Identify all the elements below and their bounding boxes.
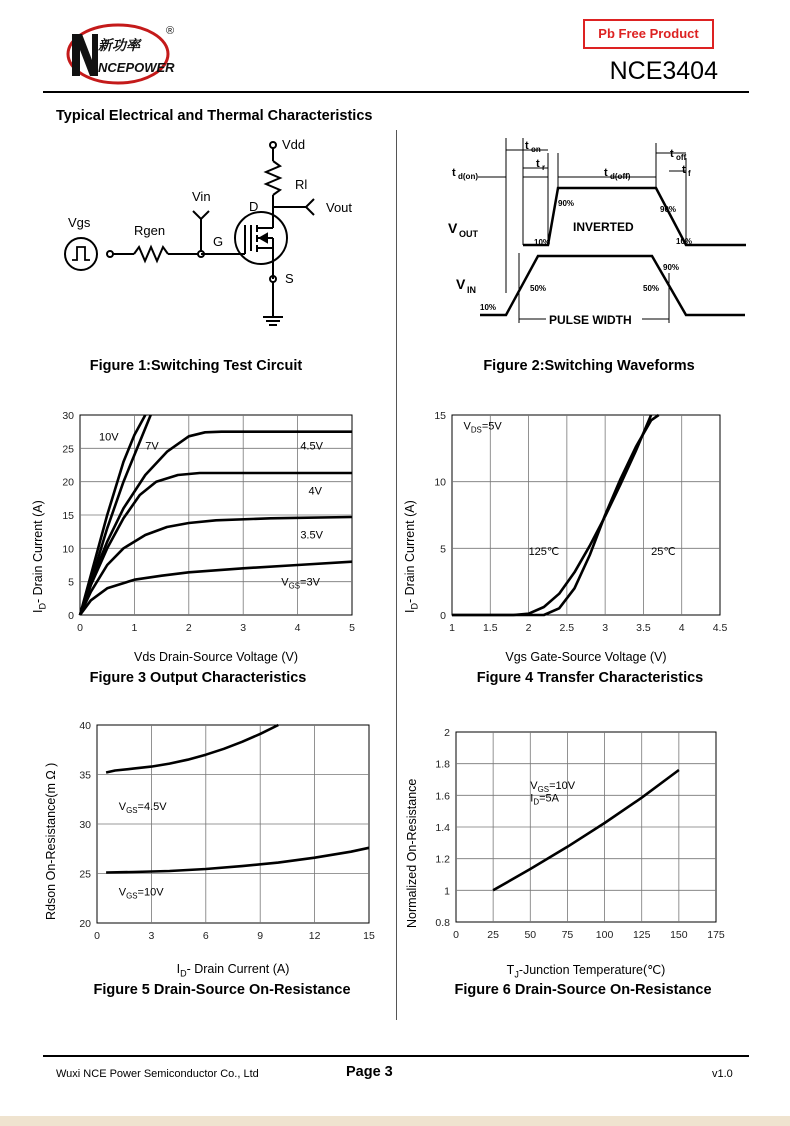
registered-mark: ® [166, 25, 175, 37]
fig5-series-label: $V_{GS}=4.5V$ [118, 801, 167, 816]
svg-text:r: r [542, 163, 546, 172]
fig1-d-label: D [249, 199, 259, 214]
fig6-caption: Figure 6 Drain-Source On-Resistance [454, 982, 712, 998]
svg-text:OUT: OUT [459, 229, 478, 239]
fig6-ytick-label: 1.2 [435, 853, 450, 866]
fig3-ytick-label: 0 [68, 610, 74, 622]
fig6-annotation: $I_D=5A$ [530, 792, 559, 807]
fig3-series-label: $V_{GS}=3V$ [281, 576, 320, 591]
fig4-series-label: 125℃ [528, 546, 560, 558]
fig6-ytick-label: 0.8 [435, 917, 450, 929]
section-title: Typical Electrical and Thermal Characteristics [56, 108, 373, 124]
fig5-caption: Figure 5 Drain-Source On-Resistance [93, 982, 351, 998]
svg-text:V: V [456, 276, 466, 292]
fig3-ylabel: $I_D-$ Drain Current (A) [31, 500, 48, 613]
bottom-band [0, 1116, 790, 1126]
fig3-caption: Figure 3 Output Characteristics [89, 670, 307, 686]
fig1-vdd-label: Vdd [282, 137, 306, 152]
fig4-xtick-label: 4 [678, 622, 685, 634]
fig6-xtick-label: 50 [524, 929, 537, 941]
fig6-ytick-label: 1 [444, 885, 450, 898]
fig4-xtick-label: 2 [525, 622, 532, 634]
footer-company: Wuxi NCE Power Semiconductor Co., Ltd [56, 1068, 259, 1080]
fig5-chart [60, 715, 380, 955]
svg-text:t: t [604, 167, 608, 179]
fig4-xtick-label: 4.5 [712, 622, 728, 634]
fig3-xtick-label: 4 [294, 622, 301, 634]
fig1-g-label: G [213, 234, 224, 249]
fig6-ytick-label: 2 [444, 727, 450, 739]
svg-text:90%: 90% [660, 205, 677, 214]
fig6-xtick-label: 150 [670, 929, 688, 941]
fig1-s-label: S [285, 271, 294, 286]
switching-waveforms [448, 133, 758, 333]
fig5-xtick-label: 9 [257, 930, 264, 942]
fig1-caption: Figure 1:Switching Test Circuit [89, 358, 303, 374]
fig6-ylabel: Normalized On-Resistance [405, 778, 419, 928]
fig3-series-label: 4V [308, 485, 322, 498]
fig4-xtick-label: 3.5 [636, 622, 651, 634]
fig3-xtick-label: 3 [240, 622, 247, 634]
fig3-chart [28, 405, 368, 645]
footer-page: Page 3 [346, 1064, 393, 1080]
fig1-rgen-label: Rgen [134, 223, 166, 238]
svg-text:50%: 50% [643, 284, 660, 293]
fig4-xtick-label: 1.5 [482, 622, 498, 634]
svg-text:off: off [676, 153, 687, 162]
footer-rule [43, 1055, 749, 1057]
fig3-series-label: 3.5V [300, 529, 323, 542]
svg-text:t: t [452, 167, 456, 179]
svg-text:IN: IN [467, 285, 476, 295]
fig6-xtick-label: 175 [707, 929, 725, 941]
brand-en: NCEPOWER [98, 60, 175, 75]
fig5-ytick-label: 40 [79, 720, 91, 732]
column-divider [396, 130, 397, 1020]
fig3-ytick-label: 30 [62, 410, 74, 422]
company-logo [58, 20, 186, 90]
fig5-ylabel: Rdson On-Resistance(m Ω ) [44, 762, 58, 920]
fig3-ytick-label: 25 [62, 443, 74, 456]
svg-text:on: on [531, 145, 541, 154]
fig6-annotation: $V_{GS}=10V$ [530, 780, 576, 794]
fig5-ytick-label: 20 [79, 918, 91, 930]
fig4-series-label: 25℃ [651, 546, 676, 558]
fig4-ytick-label: 15 [434, 410, 446, 422]
fig3-series-label: 4.5V [300, 440, 323, 453]
fig1-vout-label: Vout [326, 200, 353, 215]
fig4-xtick-label: 2.5 [559, 622, 575, 634]
fig3-xtick-label: 0 [77, 622, 83, 634]
svg-text:t: t [682, 164, 686, 176]
fig5-xlabel: $I_D-$ Drain Current (A) [176, 962, 290, 979]
fig2-inverted-label: INVERTED [573, 220, 634, 234]
fig6-xtick-label: 75 [561, 929, 574, 941]
pb-free-badge: Pb Free Product [583, 19, 714, 49]
svg-text:d(off): d(off) [610, 172, 631, 181]
fig5-ytick-label: 35 [79, 769, 91, 782]
fig6-ytick-label: 1.4 [435, 822, 450, 834]
footer-version: v1.0 [712, 1068, 733, 1080]
fig6-chart [420, 722, 750, 952]
fig5-ytick-label: 30 [79, 819, 91, 831]
fig6-xtick-label: 0 [453, 929, 459, 941]
svg-text:f: f [688, 169, 691, 178]
fig6-ytick-label: 1.6 [435, 790, 450, 803]
fig4-xtick-label: 3 [602, 622, 609, 634]
fig4-annotation: $V_{DS}=5V$ [463, 420, 502, 435]
fig4-caption: Figure 4 Transfer Characteristics [476, 670, 704, 686]
fig3-ytick-label: 20 [62, 476, 74, 489]
fig3-series-label: 7V [145, 440, 159, 453]
fig4-xtick-label: 1 [449, 622, 455, 634]
fig2-pulse-width-label: PULSE WIDTH [549, 313, 632, 327]
fig4-ytick-label: 5 [440, 543, 446, 556]
fig5-xtick-label: 6 [202, 930, 209, 942]
fig4-plot-area [452, 415, 720, 615]
fig3-xtick-label: 1 [131, 622, 138, 634]
fig6-xtick-label: 100 [595, 929, 614, 941]
fig3-ytick-label: 15 [62, 510, 74, 522]
fig4-ytick-label: 10 [434, 476, 446, 489]
fig4-ytick-label: 0 [440, 610, 446, 622]
fig5-xtick-label: 12 [308, 930, 321, 942]
fig5-xtick-label: 15 [363, 930, 375, 942]
fig2-caption: Figure 2:Switching Waveforms [483, 358, 695, 374]
svg-text:d(on): d(on) [458, 172, 478, 181]
fig3-xlabel: Vds Drain-Source Voltage (V) [134, 650, 298, 664]
fig6-xtick-label: 25 [487, 929, 499, 941]
fig5-ytick-label: 25 [79, 868, 91, 881]
svg-text:10%: 10% [480, 303, 497, 312]
svg-text:V: V [448, 220, 458, 236]
part-number: NCE3404 [609, 57, 718, 85]
svg-text:50%: 50% [530, 284, 547, 293]
svg-text:t: t [536, 158, 540, 170]
svg-text:90%: 90% [663, 263, 680, 272]
fig3-ytick-label: 5 [68, 576, 74, 589]
fig5-xtick-label: 0 [94, 930, 100, 942]
fig1-vin-label: Vin [192, 189, 211, 204]
fig5-series-label: $V_{GS}=10V$ [118, 886, 164, 901]
fig3-series-label: 10V [99, 431, 119, 444]
fig4-chart [420, 405, 750, 645]
fig4-xlabel: Vgs Gate-Source Voltage (V) [505, 650, 667, 664]
fig1-vgs-label: Vgs [68, 215, 91, 230]
fig4-ylabel: $I_D-$ Drain Current (A) [403, 500, 420, 613]
fig3-xtick-label: 2 [185, 622, 192, 634]
svg-text:10%: 10% [534, 238, 551, 247]
fig6-xlabel: $T_J$-Junction Temperature(℃) [506, 963, 666, 980]
svg-text:t: t [525, 140, 529, 152]
fig5-xtick-label: 3 [148, 930, 155, 942]
header-rule [43, 91, 749, 93]
fig1-rl-label: Rl [295, 177, 308, 192]
fig6-ytick-label: 1.8 [435, 758, 450, 771]
svg-text:90%: 90% [558, 199, 575, 208]
fig3-xtick-label: 5 [349, 622, 355, 634]
svg-text:10%: 10% [676, 237, 693, 246]
brand-cn: 新功率 [98, 37, 140, 53]
switching-test-circuit [56, 133, 376, 333]
fig6-xtick-label: 125 [632, 929, 651, 941]
fig3-ytick-label: 10 [62, 543, 74, 556]
svg-text:t: t [670, 148, 674, 160]
